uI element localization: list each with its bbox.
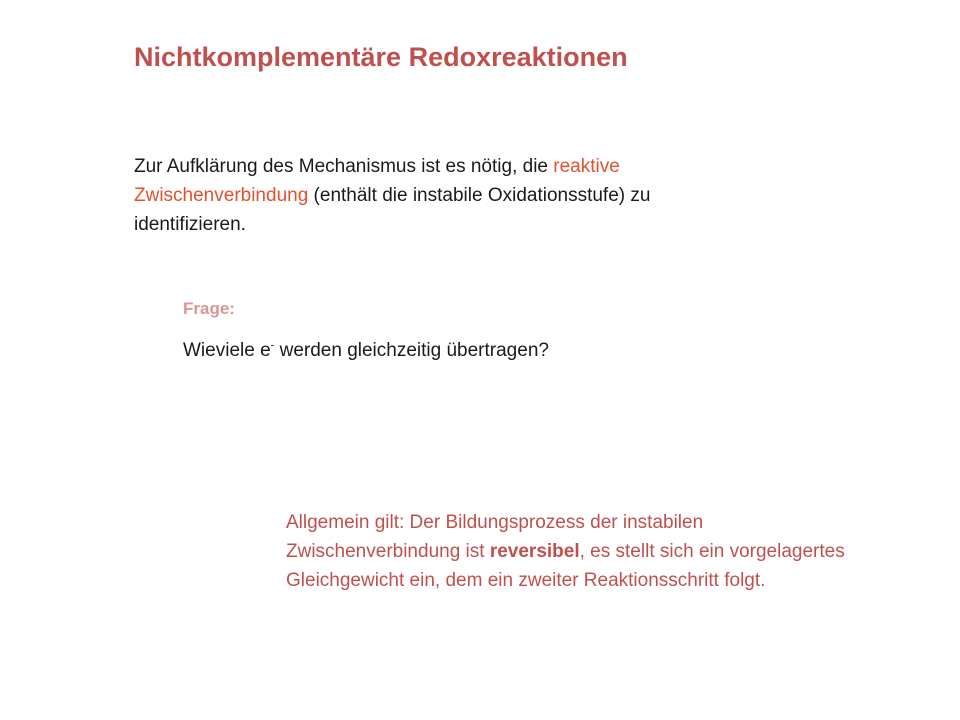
general-bold-term: reversibel	[489, 541, 580, 562]
electron-charge-superscript: -	[270, 339, 275, 352]
slide-title: Nichtkomplementäre Redoxreaktionen	[134, 42, 628, 72]
general-text-start: Allgemein gilt: Der Bildungsprozess der instabilen Zwischenverbindung ist	[286, 512, 704, 562]
question-label: Frage:	[183, 299, 235, 318]
intro-paragraph	[134, 152, 654, 239]
question-text-end: werden gleichzeitig übertragen?	[274, 340, 549, 361]
general-rule-paragraph	[286, 508, 846, 595]
question-text-start: Wieviele e	[183, 340, 271, 361]
intro-text-end: (enthält die instabile Oxidationsstufe) zu identifizieren.	[134, 185, 651, 235]
intro-highlight-term: reaktive Zwischenverbindung	[134, 156, 620, 206]
question-text	[183, 340, 549, 362]
general-text-end: , es stellt sich ein vorgelagertes Gleichgewicht ein, dem ein zweiter Reaktionsschritt folgt.	[286, 541, 845, 591]
intro-text-start: Zur Aufklärung des Mechanismus ist es nötig, die	[134, 156, 554, 177]
